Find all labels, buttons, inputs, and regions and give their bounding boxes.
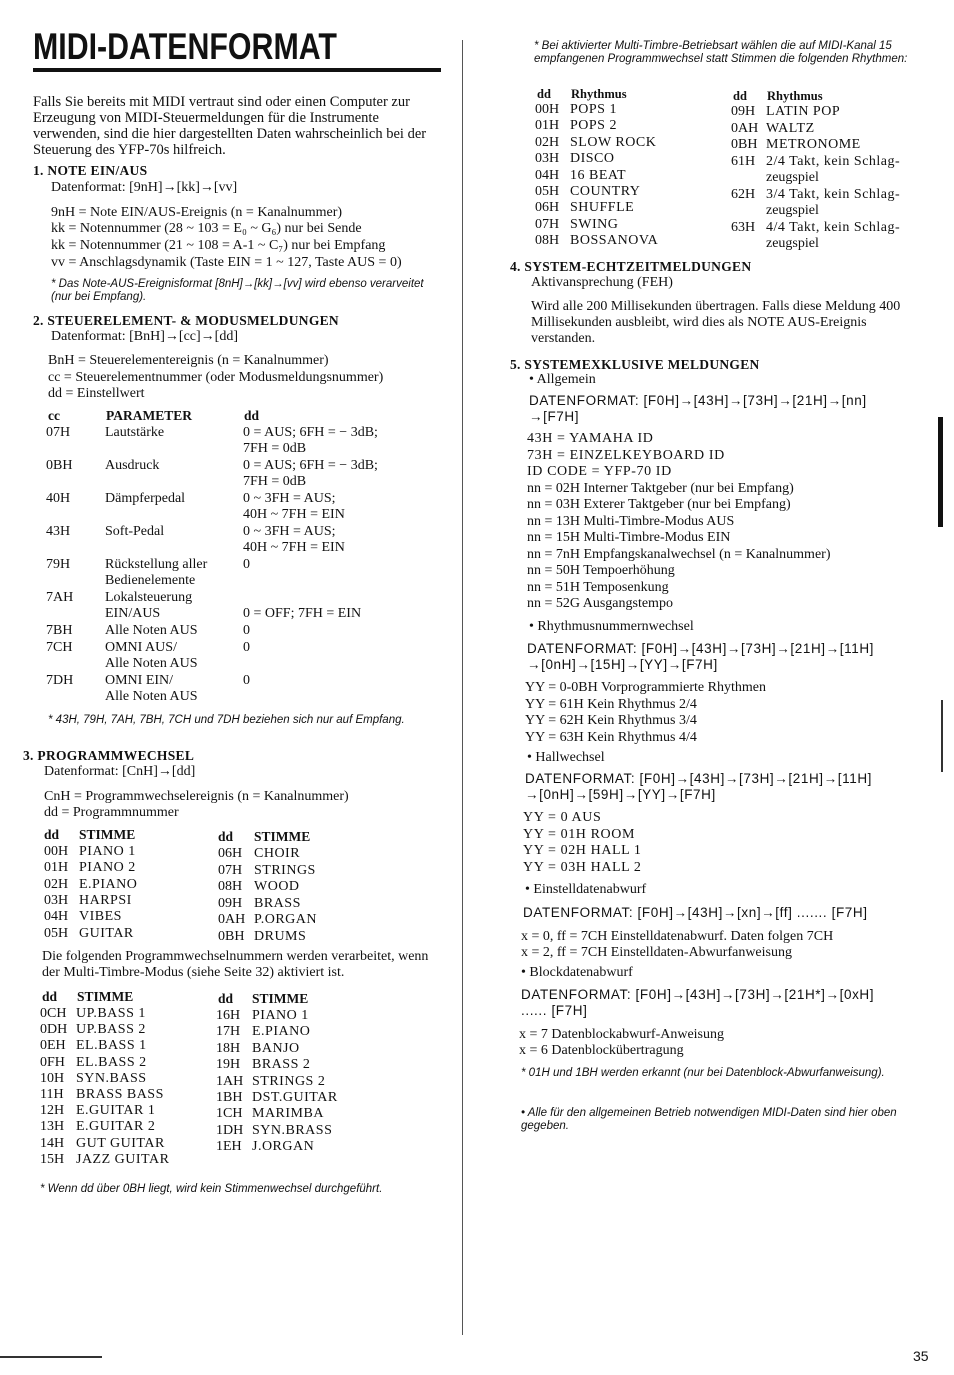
data-format: →[0nH]→[59H]→[YY]→[F7H] (525, 787, 716, 802)
table-cell-rhythm: POPS 1 (570, 102, 617, 117)
table-cell-dd: 0CH (40, 1006, 67, 1021)
table-cell-dd: 1BH (216, 1090, 243, 1105)
table-cell-voice: CHOIR (254, 846, 301, 861)
table-cell-voice: MARIMBA (252, 1106, 324, 1122)
bullet-heading: • Einstelldatenabwurf (525, 882, 647, 897)
page-number: 35 (913, 1348, 929, 1364)
table-cell-value: 7FH = 0dB (243, 441, 307, 456)
data-format: Datenformat: [BnH]→[cc]→[dd] (51, 329, 238, 344)
page-title: MIDI-DATENFORMAT (33, 26, 337, 67)
column-divider (462, 40, 463, 1335)
table-cell-rhythm: 4/4 Takt, kein Schlag- (766, 220, 901, 235)
column-header: dd (244, 408, 260, 423)
table-cell-rhythm: POPS 2 (570, 118, 617, 134)
table-cell-rhythm: SHUFFLE (570, 200, 635, 216)
table-cell-cc: 7BH (46, 623, 73, 638)
table-cell-voice: BRASS 2 (252, 1057, 311, 1073)
column-header: dd (537, 87, 551, 101)
table-cell-dd: 0DH (40, 1022, 68, 1038)
table-cell-voice: BANJO (252, 1040, 300, 1056)
column-header: dd (218, 829, 234, 844)
table-cell-rhythm: BOSSANOVA (570, 233, 659, 249)
column-header: dd (42, 989, 58, 1004)
footnote: * 01H und 1BH werden erkannt (nur bei Datenblock-Abwurfanweisung). (521, 1067, 885, 1079)
title-underline (33, 68, 441, 72)
section-heading: 4. SYSTEM-ECHTZEITMELDUNGEN (510, 259, 752, 274)
table-cell-voice: DRUMS (254, 928, 307, 944)
table-cell-voice: GUITAR (79, 925, 134, 941)
table-cell-dd: 04H (535, 167, 560, 183)
margin-marker (938, 417, 943, 527)
table-cell-voice: PIANO 2 (79, 860, 136, 876)
table-cell-value: 0 = AUS; 6FH = − 3dB; (243, 425, 378, 440)
table-cell-dd: 1EH (216, 1139, 242, 1155)
bullet-heading: • Hallwechsel (527, 750, 605, 765)
footnote: * Bei aktivierter Multi-Timbre-Betriebsart wählen die auf MIDI-Kanal 15 empfangenen Programmwechsel statt Stimmen die folgenden Rhythmen: (534, 40, 908, 65)
definition-line: nn = 02H Interner Taktgeber (nur bei Empfang) (527, 480, 794, 496)
table-cell-dd: 10H (40, 1070, 65, 1086)
column-header: STIMME (77, 989, 134, 1004)
table-cell-rhythm: 2/4 Takt, kein Schlag- (766, 154, 901, 169)
table-cell-voice: BRASS BASS (76, 1087, 164, 1102)
table-cell-voice: VIBES (79, 909, 122, 925)
definition-line: YY = 0-0BH Vorprogrammierte Rhythmen (525, 680, 766, 695)
table-cell-value: 0 ~ 3FH = AUS; (243, 524, 336, 539)
table-cell-dd: 0EH (40, 1038, 66, 1054)
column-header: Rhythmus (571, 87, 627, 101)
column-header: dd (733, 89, 747, 103)
table-cell-voice: SYN.BRASS (252, 1122, 333, 1138)
margin-marker (941, 700, 943, 772)
table-cell-voice: E.PIANO (252, 1024, 311, 1040)
definition-line: YY = 62H Kein Rhythmus 3/4 (525, 713, 697, 729)
data-format: Datenformat: [CnH]→[dd] (44, 764, 196, 779)
table-cell-dd: 03H (535, 151, 560, 167)
table-cell-voice: DST.GUITAR (252, 1090, 338, 1105)
data-format: DATENFORMAT: [F0H]→[43H]→[73H]→[21H]→[nn] (529, 393, 867, 408)
table-cell-value: 40H ~ 7FH = EIN (243, 507, 345, 522)
section-heading: 2. STEUERELEMENT- & MODUSMELDUNGEN (33, 313, 339, 328)
table-cell-rhythm: SWING (570, 216, 619, 232)
table-cell-parameter: Rückstellung aller (105, 557, 208, 572)
table-cell-voice: PIANO 1 (252, 1008, 309, 1023)
intro-paragraph: Falls Sie bereits mit MIDI vertraut sind oder einen Computer zur Erzeugung von MIDI-Steuermeldungen für die Instrumente verwenden, sind die hier dargestellten Daten wahrscheinlich bei der Steuerung des YFP-70s hilfreich. (33, 94, 427, 158)
table-cell-parameter: Alle Noten AUS (105, 656, 198, 671)
definition-line: 9nH = Note EIN/AUS-Ereignis (n = Kanalnummer) (51, 205, 343, 220)
definition-line: x = 0, ff = 7CH Einstelldatenabwurf. Daten folgen 7CH (521, 929, 834, 944)
multi-timbre-paragraph: Die folgenden Programmwechselnummern werden verarbeitet, wenn der Multi-Timbre-Modus (siehe Seite 32) aktiviert ist. (42, 949, 429, 980)
table-cell-rhythm: 3/4 Takt, kein Schlag- (766, 187, 901, 202)
table-cell-cc: 43H (46, 524, 71, 539)
definition-line: YY = 63H Kein Rhythmus 4/4 (525, 729, 697, 745)
column-header: STIMME (252, 991, 309, 1006)
table-cell-value: 0 = AUS; 6FH = − 3dB; (243, 458, 378, 473)
definition-line: nn = 15H Multi-Timbre-Modus EIN (527, 530, 731, 545)
definition-line: nn = 52G Ausgangstempo (527, 596, 673, 611)
table-cell-dd: 13H (40, 1119, 65, 1135)
definition-line: nn = 50H Tempoerhöhung (527, 563, 675, 578)
table-cell-dd: 00H (535, 102, 560, 117)
table-cell-dd: 15H (40, 1151, 65, 1167)
section-heading: 5. SYSTEMEXKLUSIVE MELDUNGEN (510, 357, 760, 372)
subheading: Aktivansprechung (FEH) (531, 275, 673, 290)
table-cell-dd: 07H (535, 216, 560, 232)
table-cell-dd: 17H (216, 1024, 241, 1040)
data-format: →[F7H] (529, 409, 580, 424)
table-cell-dd: 01H (44, 860, 69, 876)
definition-line: CnH = Programmwechselereignis (n = Kanalnummer) (44, 789, 349, 804)
bullet-heading: • Allgemein (529, 372, 596, 387)
definition-line: dd = Einstellwert (48, 386, 145, 401)
table-cell-parameter: Dämpferpedal (105, 491, 186, 506)
table-cell-dd: 14H (40, 1135, 65, 1151)
table-cell-dd: 61H (731, 154, 756, 169)
section-heading: 3. PROGRAMMWECHSEL (23, 748, 195, 763)
definition-line: x = 7 Datenblockabwurf-Anweisung (519, 1027, 725, 1042)
table-cell-voice: E.PIANO (79, 876, 138, 892)
column-header: dd (218, 991, 234, 1006)
section-heading: 1. NOTE EIN/AUS (33, 163, 148, 178)
table-cell-dd: 08H (535, 233, 560, 249)
table-cell-dd: 62H (731, 187, 756, 202)
data-format: ...... [F7H] (521, 1003, 588, 1018)
table-cell-rhythm: LATIN POP (766, 104, 841, 119)
table-cell-cc: 07H (46, 425, 71, 440)
table-cell-voice: BRASS (254, 895, 301, 911)
table-cell-value: 7FH = 0dB (243, 474, 307, 489)
bullet-heading: • Blockdatenabwurf (521, 965, 633, 980)
definition-line: ID CODE = YFP-70 ID (527, 464, 672, 479)
table-cell-dd: 0AH (731, 121, 759, 136)
table-cell-voice: E.GUITAR 2 (76, 1119, 156, 1135)
definition-line: cc = Steuerelementnummer (oder Modusmeldungsnummer) (48, 370, 384, 385)
table-cell-voice: GUT GUITAR (76, 1135, 165, 1151)
table-cell-parameter: EIN/AUS (105, 606, 161, 621)
column-header: cc (48, 408, 60, 423)
table-cell-parameter: Lautstärke (105, 425, 165, 440)
table-cell-cc: 0BH (46, 458, 73, 473)
table-cell-voice: WOOD (254, 879, 300, 894)
table-cell-rhythm: 16 BEAT (570, 167, 626, 183)
table-cell-rhythm: zeugspiel (766, 236, 819, 251)
table-cell-parameter: OMNI AUS/ (105, 640, 177, 655)
definition-line: 73H = EINZELKEYBOARD ID (527, 447, 725, 463)
table-cell-cc: 79H (46, 557, 71, 572)
table-cell-dd: 04H (44, 909, 69, 925)
footnote: * Wenn dd über 0BH liegt, wird kein Stimmenwechsel durchgeführt. (40, 1183, 383, 1195)
table-cell-voice: J.ORGAN (252, 1139, 315, 1155)
table-cell-value: 0 (243, 557, 250, 572)
table-cell-parameter: Bedienelemente (105, 573, 196, 588)
table-cell-rhythm: WALTZ (766, 121, 815, 136)
body-paragraph: Wird alle 200 Millisekunden übertragen. Falls diese Meldung 400 Millisekunden ausbleibt, wird dies als NOTE AUS-Ereignis verstanden. (531, 299, 901, 346)
table-cell-voice: STRINGS (254, 862, 316, 878)
definition-line: nn = 03H Exterer Taktgeber (nur bei Empfang) (527, 497, 791, 512)
table-cell-rhythm: COUNTRY (570, 184, 641, 199)
definition-line: YY = 03H HALL 2 (523, 859, 642, 875)
table-cell-dd: 1DH (216, 1122, 244, 1138)
table-cell-rhythm: DISCO (570, 151, 615, 167)
table-cell-parameter: Ausdruck (105, 458, 160, 473)
table-cell-dd: 07H (218, 862, 243, 878)
table-cell-dd: 02H (535, 134, 560, 150)
table-cell-voice: PIANO 1 (79, 844, 136, 859)
data-format: →[0nH]→[15H]→[YY]→[F7H] (527, 657, 718, 672)
table-cell-dd: 1CH (216, 1106, 243, 1122)
definition-line: BnH = Steuerelementereignis (n = Kanalnummer) (48, 353, 329, 368)
table-cell-voice: STRINGS 2 (252, 1073, 326, 1089)
footnote: * Das Note-AUS-Ereignisformat [8nH]→[kk]→[vv] wird ebenso verarveitet (nur bei Empfang). (51, 278, 424, 303)
table-cell-value: 0 ~ 3FH = AUS; (243, 491, 336, 506)
table-cell-dd: 05H (535, 184, 560, 199)
definition-line: dd = Programmnummer (44, 805, 179, 820)
table-cell-dd: 02H (44, 876, 69, 892)
table-cell-rhythm: SLOW ROCK (570, 134, 657, 150)
table-cell-dd: 05H (44, 925, 69, 941)
table-cell-voice: UP.BASS 1 (76, 1006, 146, 1021)
definition-line: nn = 51H Temposenkung (527, 579, 669, 595)
table-cell-dd: 06H (535, 200, 560, 216)
definition-line: YY = 0 AUS (523, 810, 602, 825)
footnote: • Alle für den allgemeinen Betrieb notwendigen MIDI-Daten sind hier oben gegeben. (521, 1107, 897, 1132)
table-cell-rhythm: zeugspiel (766, 170, 819, 185)
table-cell-voice: EL.BASS 2 (76, 1054, 147, 1070)
table-cell-parameter: Lokalsteuerung (105, 590, 193, 605)
table-cell-parameter: Soft-Pedal (105, 524, 165, 539)
table-cell-cc: 7CH (46, 640, 73, 655)
table-cell-parameter: Alle Noten AUS (105, 623, 198, 638)
table-cell-parameter: OMNI EIN/ (105, 673, 174, 688)
definition-line: YY = 02H HALL 1 (523, 843, 642, 859)
definition-line: x = 6 Datenblockübertragung (519, 1043, 684, 1058)
definition-line: x = 2, ff = 7CH Einstelldaten-Abwurfanweisung (521, 945, 792, 960)
table-cell-value: 0 = OFF; 7FH = EIN (243, 606, 362, 621)
data-format: DATENFORMAT: [F0H]→[43H]→[73H]→[21H]→[11H] (527, 641, 875, 656)
column-header: STIMME (79, 827, 136, 842)
data-format: DATENFORMAT: [F0H]→[43H]→[73H]→[21H]→[11H] (525, 771, 873, 786)
table-cell-rhythm: zeugspiel (766, 203, 819, 218)
definition-line: YY = 61H Kein Rhythmus 2/4 (525, 696, 697, 712)
table-cell-voice: P.ORGAN (254, 912, 318, 927)
data-format: DATENFORMAT: [F0H]→[43H]→[xn]→[ff] ....... [F7H] (523, 905, 868, 920)
table-cell-voice: HARPSI (79, 892, 132, 908)
table-cell-rhythm: METRONOME (766, 137, 861, 152)
definition-line: kk = Notennummer (21 ~ 108 = A-1 ~ C₇) nur bei Empfang (51, 238, 386, 253)
table-cell-voice: SYN.BASS (76, 1070, 147, 1086)
definition-line: kk = Notennummer (28 ~ 103 = E₀ ~ G₆) nur bei Sende (51, 221, 362, 236)
column-header: Rhythmus (767, 89, 823, 103)
table-cell-cc: 7AH (46, 590, 74, 605)
column-header: dd (44, 827, 60, 842)
table-cell-parameter: Alle Noten AUS (105, 689, 198, 704)
table-cell-dd: 16H (216, 1008, 241, 1023)
table-cell-dd: 18H (216, 1040, 241, 1056)
table-cell-dd: 01H (535, 118, 560, 134)
column-header: PARAMETER (106, 408, 192, 423)
table-cell-dd: 0BH (218, 928, 245, 944)
table-cell-value: 0 (243, 623, 250, 638)
table-cell-voice: UP.BASS 2 (76, 1022, 146, 1038)
table-cell-cc: 40H (46, 491, 71, 506)
definition-line: YY = 01H ROOM (523, 826, 636, 842)
table-cell-value: 0 (243, 673, 250, 688)
definition-line: 43H = YAMAHA ID (527, 431, 654, 446)
table-cell-voice: E.GUITAR 1 (76, 1103, 156, 1119)
table-cell-dd: 12H (40, 1103, 65, 1119)
table-cell-dd: 06H (218, 846, 243, 861)
table-cell-voice: EL.BASS 1 (76, 1038, 147, 1054)
table-cell-value: 40H ~ 7FH = EIN (243, 540, 345, 555)
table-cell-dd: 0FH (40, 1054, 65, 1070)
table-cell-dd: 1AH (216, 1073, 244, 1089)
table-cell-dd: 63H (731, 220, 756, 235)
table-cell-dd: 19H (216, 1057, 241, 1073)
table-cell-cc: 7DH (46, 673, 74, 688)
definition-line: vv = Anschlagsdynamik (Taste EIN = 1 ~ 127, Taste AUS = 0) (51, 255, 402, 270)
footer-rule (0, 1356, 102, 1358)
column-header: STIMME (254, 829, 311, 844)
table-cell-dd: 03H (44, 892, 69, 908)
definition-line: nn = 7nH Empfangskanalwechsel (n = Kanalnummer) (527, 546, 831, 562)
table-cell-dd: 08H (218, 879, 243, 894)
table-cell-value: 0 (243, 640, 250, 655)
table-cell-voice: JAZZ GUITAR (76, 1151, 170, 1167)
table-cell-dd: 00H (44, 844, 69, 859)
table-cell-dd: 09H (731, 104, 756, 119)
table-cell-dd: 0AH (218, 912, 246, 927)
table-cell-dd: 0BH (731, 137, 758, 152)
data-format: Datenformat: [9nH]→[kk]→[vv] (51, 180, 238, 195)
table-cell-dd: 09H (218, 895, 243, 911)
footnote: * 43H, 79H, 7AH, 7BH, 7CH und 7DH beziehen sich nur auf Empfang. (48, 714, 405, 726)
definition-line: nn = 13H Multi-Timbre-Modus AUS (527, 513, 735, 529)
bullet-heading: • Rhythmusnummernwechsel (529, 619, 694, 634)
table-cell-dd: 11H (40, 1087, 64, 1102)
data-format: DATENFORMAT: [F0H]→[43H]→[73H]→[21H*]→[0xH] (521, 987, 875, 1002)
